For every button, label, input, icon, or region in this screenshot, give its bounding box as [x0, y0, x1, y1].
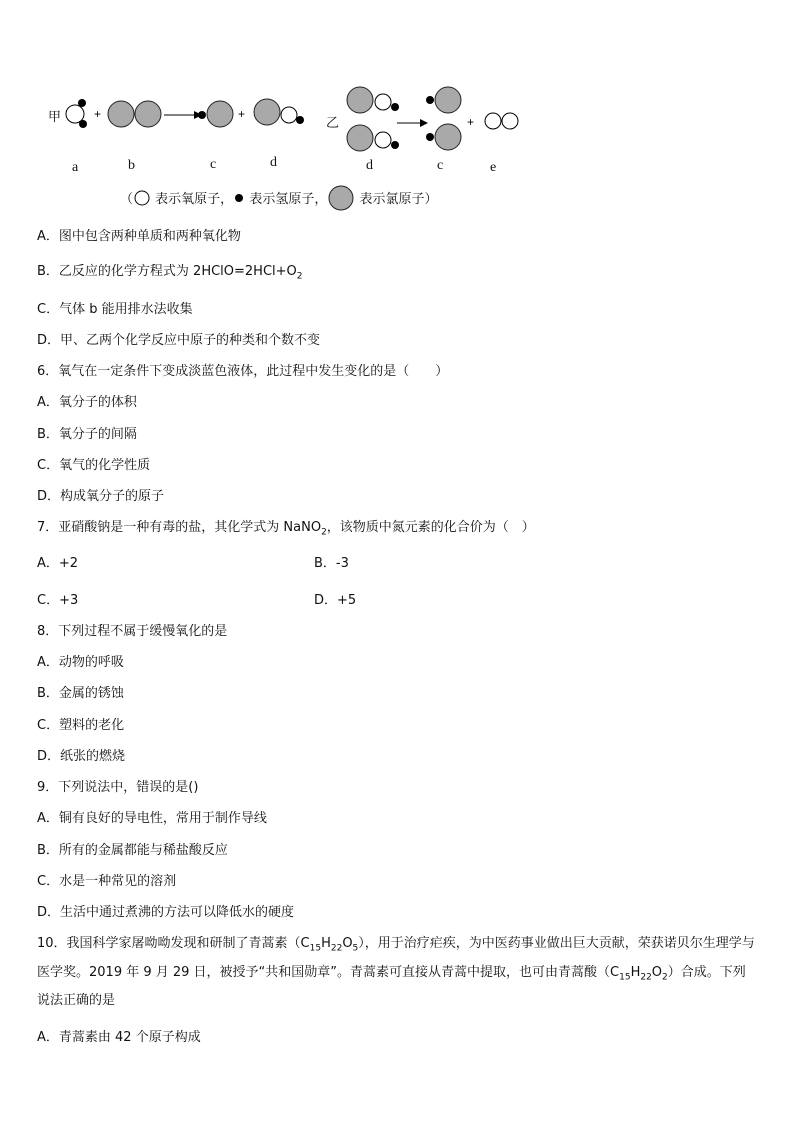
q8-option-a: A．动物的呼吸	[37, 655, 124, 670]
subscript: 22	[330, 943, 343, 954]
reaction-diagram	[0, 0, 794, 215]
q7-option-a: A．+2	[37, 556, 79, 571]
q10-text: O	[651, 964, 663, 980]
subscript: 2	[321, 527, 327, 538]
molecule-c-top	[426, 87, 461, 113]
molecule-a	[66, 99, 87, 128]
q7-option-c: C．+3	[37, 593, 79, 608]
label-c-2: c	[437, 158, 444, 173]
q9-option-b: B．所有的金属都能与稀盐酸反应	[37, 843, 228, 858]
q10-text: O	[342, 936, 353, 951]
legend-oxygen: 表示氧原子，	[155, 192, 234, 207]
molecule-c	[198, 101, 233, 127]
diagram-legend	[120, 184, 437, 212]
subscript: 15	[309, 943, 322, 954]
q9-option-a: A．铜有良好的导电性，常用于制作导线	[37, 811, 267, 826]
q8-stem: 8．下列过程不属于缓慢氧化的是	[37, 624, 228, 639]
plus-sign: +	[467, 115, 475, 129]
q5-option-d: D．甲、乙两个化学反应中原子的种类和个数不变	[37, 333, 321, 348]
arrow-icon	[397, 119, 428, 127]
legend-open-paren: （	[120, 192, 134, 207]
q9-option-c: C．水是一种常见的溶剂	[37, 874, 177, 889]
subscript: 22	[640, 972, 652, 983]
label-b: b	[128, 158, 135, 173]
molecule-d-top	[347, 87, 399, 113]
label-a: a	[72, 160, 79, 175]
arrow-icon	[164, 111, 202, 119]
q10-text: H	[630, 964, 641, 980]
q10-text: H	[321, 936, 331, 951]
q10-text: ），用于治疗疟疾，为中医药事业做出巨大贡献，荣获诺贝尔生理学与医学奖。2019 年 9 月 29 日，被授予“共和国勋章”。青蒿素可直接从青蒿中提取，也可由青蒿酸（C	[37, 936, 755, 980]
legend-hydrogen: 表示氢原子，	[249, 192, 328, 207]
q7-stem-text-2: ，该物质中氮元素的化合价为（ ）	[326, 520, 535, 535]
oxygen-atom-icon	[133, 189, 151, 207]
subscript: 2	[296, 271, 303, 282]
q6-option-c: C．氧气的化学性质	[37, 458, 151, 473]
label-d: d	[270, 155, 277, 170]
subscript: 15	[619, 972, 631, 983]
molecule-svg	[0, 0, 794, 180]
q5-option-b-text: B．乙反应的化学方程式为 2HClO=2HCl+O	[37, 264, 297, 279]
label-d-2: d	[366, 158, 373, 173]
q5-option-a: A．图中包含两种单质和两种氧化物	[37, 229, 241, 244]
q9-stem: 9．下列说法中，错误的是()	[37, 780, 199, 795]
q8-option-c: C．塑料的老化	[37, 718, 125, 733]
q7-option-b: B．-3	[314, 556, 349, 571]
label-e: e	[490, 160, 497, 175]
diagram-label-yi: 乙	[326, 116, 340, 131]
molecule-d	[254, 99, 304, 125]
q6-stem: 6．氧气在一定条件下变成淡蓝色液体，此过程中发生变化的是（ ）	[37, 364, 449, 379]
label-c: c	[210, 157, 217, 172]
q6-option-d: D．构成氧分子的原子	[37, 489, 165, 504]
q7-stem-text: 7．亚硝酸钠是一种有毒的盐，其化学式为 NaNO	[37, 520, 322, 535]
legend-chlorine: 表示氯原子）	[359, 192, 438, 207]
q10-text: ）合成。下列说法正确的是	[37, 964, 746, 1009]
subscript: 5	[352, 943, 359, 954]
q7-stem	[37, 520, 535, 541]
q10-option-a: A．青蒿素由 42 个原子构成	[37, 1030, 201, 1045]
molecule-b	[108, 101, 161, 127]
q10-text: 10．我国科学家屠呦呦发现和研制了青蒿素（C	[37, 936, 310, 951]
molecule-c-bottom	[426, 124, 461, 150]
q7-option-d: D．+5	[314, 593, 357, 608]
molecule-e	[485, 113, 518, 129]
q9-option-d: D．生活中通过煮沸的方法可以降低水的硬度	[37, 905, 295, 920]
q5-option-b	[37, 264, 303, 285]
plus-sign: +	[238, 107, 246, 121]
q6-option-a: A．氧分子的体积	[37, 395, 137, 410]
subscript: 2	[662, 972, 668, 983]
q5-option-c: C．气体 b 能用排水法收集	[37, 302, 193, 317]
q8-option-d: D．纸张的燃烧	[37, 749, 126, 764]
q8-option-b: B．金属的锈蚀	[37, 686, 124, 701]
molecule-d-bottom	[347, 125, 399, 151]
chlorine-atom-icon	[327, 184, 355, 212]
diagram-label-jia: 甲	[48, 110, 62, 125]
q6-option-b: B．氧分子的间隔	[37, 427, 137, 442]
q10-stem	[37, 932, 757, 1012]
plus-sign: +	[94, 107, 102, 121]
hydrogen-atom-icon	[233, 191, 245, 205]
